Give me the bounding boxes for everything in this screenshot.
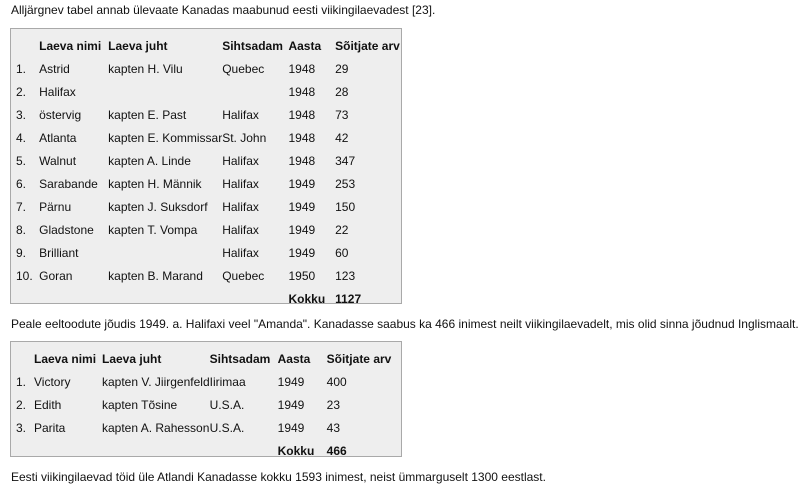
- outro-paragraph: Eesti viikingilaevad töid üle Atlandi Kanadasse kokku 1593 inimest, neist ümmarguselt 1300 eestlast.: [11, 470, 546, 484]
- table-cell: kapten A. Linde: [108, 153, 191, 168]
- table-cell: [222, 80, 288, 103]
- table-row: [16, 172, 401, 195]
- table-cell: Goran: [39, 268, 73, 283]
- total-value: 466: [326, 443, 347, 458]
- empty-cell: [108, 287, 222, 310]
- table-cell: 1948: [288, 61, 316, 76]
- total-label: Kokku: [277, 443, 315, 458]
- total-label: Kokku: [288, 291, 326, 306]
- table-row: [16, 416, 397, 439]
- empty-cell: [34, 439, 102, 462]
- table-cell: Halifax: [222, 245, 259, 260]
- table-cell: kapten E. Past: [108, 107, 187, 122]
- table-cell: 60: [335, 245, 349, 260]
- table-cell: Halifax: [222, 153, 259, 168]
- empty-cell: [222, 287, 288, 310]
- table-cell: St. John: [222, 130, 267, 145]
- table-header-row: [16, 34, 401, 57]
- header-cell: Sihtsadam: [209, 351, 271, 366]
- empty-cell: [102, 439, 210, 462]
- table-cell: 43: [326, 420, 340, 435]
- table-cell: kapten J. Suksdorf: [108, 199, 208, 214]
- table-cell: Astrid: [39, 61, 70, 76]
- table-cell: kapten B. Marand: [108, 268, 203, 283]
- table-row: [16, 264, 401, 287]
- table-row: [16, 126, 401, 149]
- ships-table-1-grid: [16, 34, 401, 310]
- table-row: [16, 195, 401, 218]
- table-cell: Halifax: [222, 199, 259, 214]
- empty-cell: [39, 287, 108, 310]
- header-cell: Aasta: [277, 351, 311, 366]
- table-cell: 5.: [16, 153, 27, 168]
- table-cell: [108, 241, 222, 264]
- table-cell: Halifax: [222, 107, 259, 122]
- table-cell: 4.: [16, 130, 27, 145]
- header-cell: Laeva nimi: [39, 38, 102, 53]
- table-cell: 7.: [16, 199, 27, 214]
- total-row: [16, 287, 401, 310]
- empty-cell: [210, 439, 278, 462]
- empty-cell: [16, 287, 39, 310]
- table-cell: kapten E. Kommissar: [108, 130, 223, 145]
- table-cell: 1948: [288, 153, 316, 168]
- header-cell: Aasta: [288, 38, 322, 53]
- header-cell: Sõitjate arv: [335, 38, 400, 53]
- total-row: [16, 439, 397, 462]
- table-cell: 347: [335, 153, 356, 168]
- table-cell: kapten V. Jiirgenfeld: [102, 374, 210, 389]
- table-cell: 1949: [288, 222, 316, 237]
- ships-table-1: [10, 28, 402, 304]
- table-cell: Parita: [34, 420, 66, 435]
- table-cell: 1948: [288, 84, 316, 99]
- table-cell: U.S.A.: [209, 420, 245, 435]
- table-cell: 1949: [288, 245, 316, 260]
- table-cell: 1950: [288, 268, 316, 283]
- table-cell: 1948: [288, 130, 316, 145]
- table-cell: 3.: [16, 420, 27, 435]
- table-cell: kapten H. Männik: [108, 176, 202, 191]
- table-cell: 9.: [16, 245, 27, 260]
- table-cell: 8.: [16, 222, 27, 237]
- intro-paragraph: Alljärgnev tabel annab ülevaate Kanadas maabunud eesti viikingilaevadest [23].: [11, 3, 436, 17]
- table-cell: Gladstone: [39, 222, 94, 237]
- table-cell: Iirimaa: [209, 374, 246, 389]
- table-cell: 1949: [277, 374, 305, 389]
- table-cell: kapten Tõsine: [102, 397, 178, 412]
- header-cell: [16, 34, 39, 57]
- table-cell: 2.: [16, 84, 27, 99]
- table-cell: Brilliant: [39, 245, 79, 260]
- table-cell: Halifax: [39, 84, 76, 99]
- table-cell: Atlanta: [39, 130, 77, 145]
- table-cell: Quebec: [222, 268, 265, 283]
- table-cell: 29: [335, 61, 349, 76]
- table-cell: 400: [326, 374, 347, 389]
- table-header-row: [16, 347, 397, 370]
- table-cell: 1.: [16, 61, 27, 76]
- table-cell: 42: [335, 130, 349, 145]
- ships-table-2-grid: [16, 347, 397, 462]
- table-cell: 3.: [16, 107, 27, 122]
- table-row: [16, 80, 401, 103]
- table-cell: Pärnu: [39, 199, 72, 214]
- table-cell: Walnut: [39, 153, 77, 168]
- header-cell: [16, 347, 34, 370]
- total-value: 1127: [335, 291, 362, 306]
- table-cell: kapten H. Vilu: [108, 61, 183, 76]
- table-row: [16, 370, 397, 393]
- table-cell: 6.: [16, 176, 27, 191]
- table-cell: 10.: [16, 268, 33, 283]
- ships-table-2: [10, 341, 402, 457]
- table-row: [16, 149, 401, 172]
- table-cell: 123: [335, 268, 356, 283]
- table-cell: 22: [335, 222, 349, 237]
- table-cell: 28: [335, 84, 349, 99]
- table-cell: Edith: [34, 397, 62, 412]
- table-row: [16, 57, 401, 80]
- table-cell: 1948: [288, 107, 316, 122]
- header-cell: Laeva juht: [108, 38, 168, 53]
- table-cell: kapten A. Rahesson: [102, 420, 210, 435]
- header-cell: Sihtsadam: [222, 38, 283, 53]
- table-cell: 150: [335, 199, 356, 214]
- empty-cell: [16, 439, 34, 462]
- table-cell: Halifax: [222, 222, 259, 237]
- table-cell: Halifax: [222, 176, 259, 191]
- table-cell: 23: [326, 397, 340, 412]
- header-cell: Sõitjate arv: [326, 351, 392, 366]
- table-cell: U.S.A.: [209, 397, 245, 412]
- table-cell: 1949: [277, 420, 305, 435]
- table-cell: Victory: [34, 374, 71, 389]
- table-cell: 2.: [16, 397, 27, 412]
- table-row: [16, 103, 401, 126]
- table-cell: 253: [335, 176, 356, 191]
- table-row: [16, 218, 401, 241]
- table-cell: 73: [335, 107, 349, 122]
- header-cell: Laeva nimi: [34, 351, 97, 366]
- table-cell: 1.: [16, 374, 27, 389]
- middle-paragraph: Peale eeltoodute jõudis 1949. a. Halifaxi veel "Amanda". Kanadasse saabus ka 466 inimest neilt viikingilaevadelt, mis olid sinna jõudnud Inglismaalt.: [11, 317, 799, 331]
- table-row: [16, 241, 401, 264]
- table-cell: [108, 80, 222, 103]
- table-cell: 1949: [277, 397, 305, 412]
- table-cell: Quebec: [222, 61, 265, 76]
- table-cell: Sarabande: [39, 176, 98, 191]
- table-cell: 1949: [288, 176, 316, 191]
- header-cell: Laeva juht: [102, 351, 162, 366]
- table-cell: 1949: [288, 199, 316, 214]
- table-cell: kapten T. Vompa: [108, 222, 198, 237]
- table-cell: östervig: [39, 107, 82, 122]
- table-row: [16, 393, 397, 416]
